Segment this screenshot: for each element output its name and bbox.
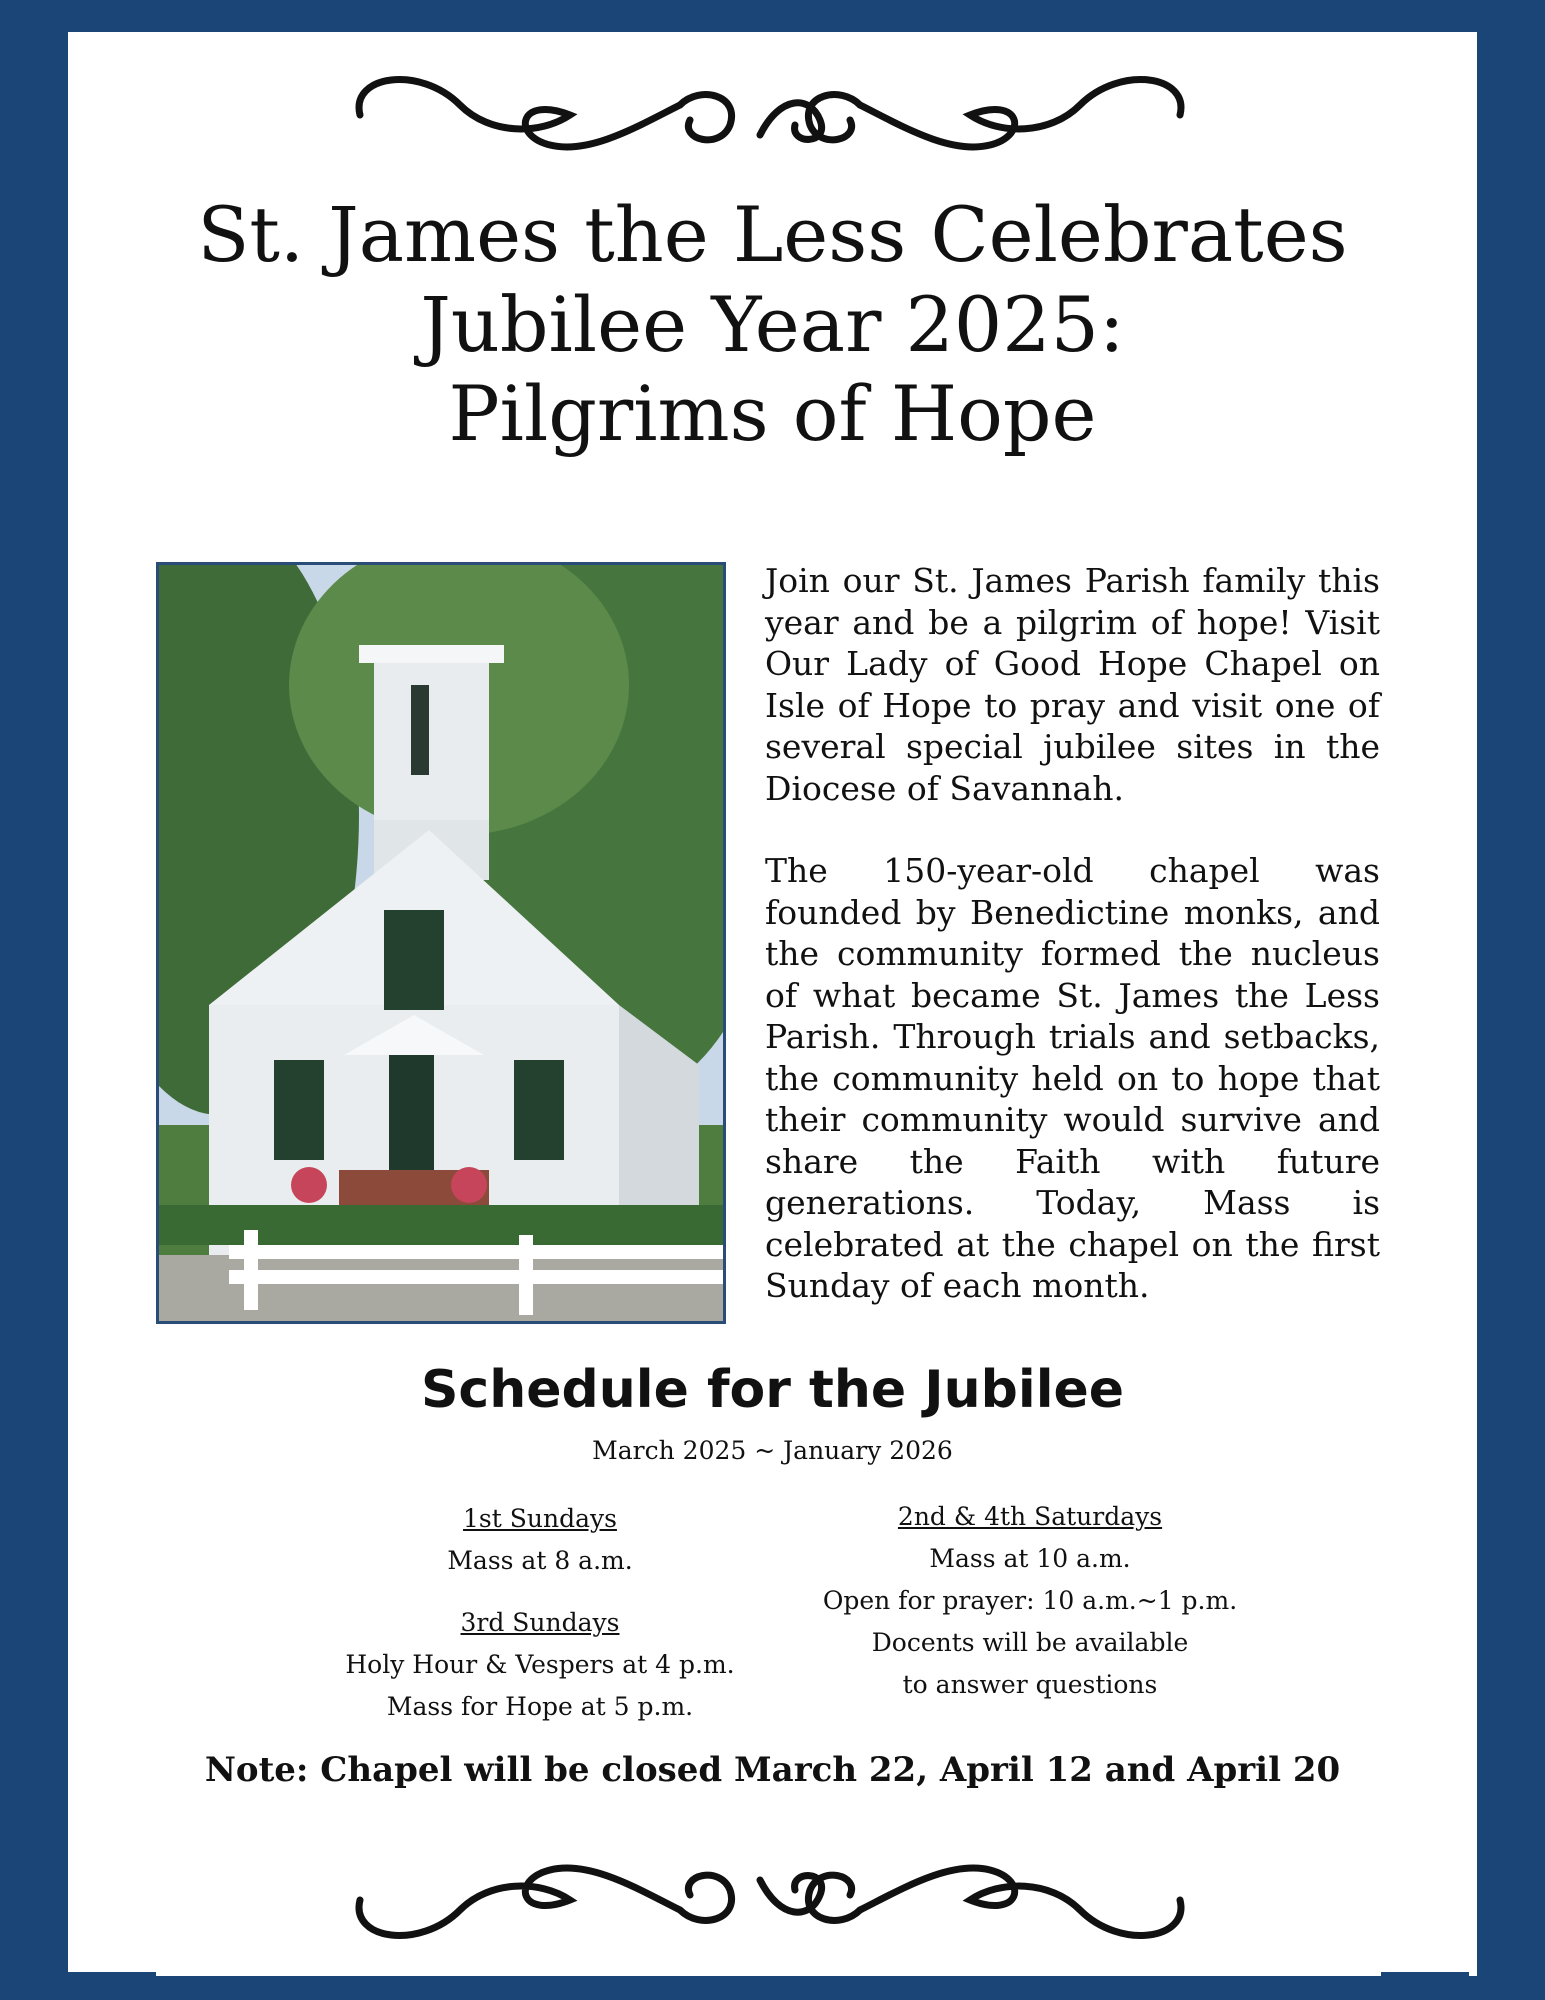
- border-notch: [1381, 0, 1469, 28]
- schedule-line: Mass at 8 a.m.: [447, 1546, 633, 1575]
- schedule-line: Mass for Hope at 5 p.m.: [386, 1692, 694, 1721]
- border-notch: [68, 1972, 156, 2000]
- top-flourish-ornament: [340, 35, 1200, 185]
- paragraph: Join our St. James Parish family this year and be a pilgrim of hope! Visit Our Lady of Good Hope Chapel on Isle of Hope to pray and visit one of several special jubilee sites in the Diocese of Savannah.: [765, 561, 1380, 808]
- first-sundays-heading: 1st Sundays: [463, 1504, 617, 1533]
- intro-text: [765, 560, 1380, 1348]
- sunday-schedule: [300, 1498, 780, 1728]
- title-line: Pilgrims of Hope: [448, 369, 1097, 459]
- schedule-line: Mass at 10 a.m.: [929, 1544, 1131, 1573]
- border-notch: [1381, 1972, 1469, 2000]
- schedule-line: to answer questions: [902, 1670, 1158, 1699]
- closure-note: Note: Chapel will be closed March 22, April 12 and April 20: [204, 1750, 1341, 1790]
- schedule-line: Docents will be available: [871, 1628, 1189, 1657]
- saturday-schedule: [780, 1496, 1280, 1706]
- bottom-flourish-ornament: [340, 1830, 1200, 1980]
- flyer-title: [150, 190, 1395, 459]
- schedule-date-range: March 2025 ~ January 2026: [592, 1436, 953, 1465]
- paragraph: The 150-year-old chapel was founded by Benedictine monks, and the community formed the nucleus of what became St. James the Less Parish. Through trials and setbacks, the community held on to hope that their community would survive and share the Faith with future generations. Today, Mass is celebrated at the chapel on the first Sunday of each month.: [765, 851, 1380, 1305]
- saturdays-heading: 2nd & 4th Saturdays: [897, 1502, 1163, 1531]
- schedule-title: Schedule for the Jubilee: [420, 1360, 1125, 1420]
- title-line: St. James the Less Celebrates: [197, 190, 1348, 279]
- schedule-line: Holy Hour & Vespers at 4 p.m.: [345, 1650, 735, 1679]
- chapel-photo: [156, 562, 726, 1324]
- title-line: Jubilee Year 2025:: [420, 279, 1125, 369]
- border-notch: [68, 0, 156, 28]
- third-sundays-heading: 3rd Sundays: [460, 1608, 620, 1637]
- schedule-line: Open for prayer: 10 a.m.~1 p.m.: [822, 1586, 1238, 1615]
